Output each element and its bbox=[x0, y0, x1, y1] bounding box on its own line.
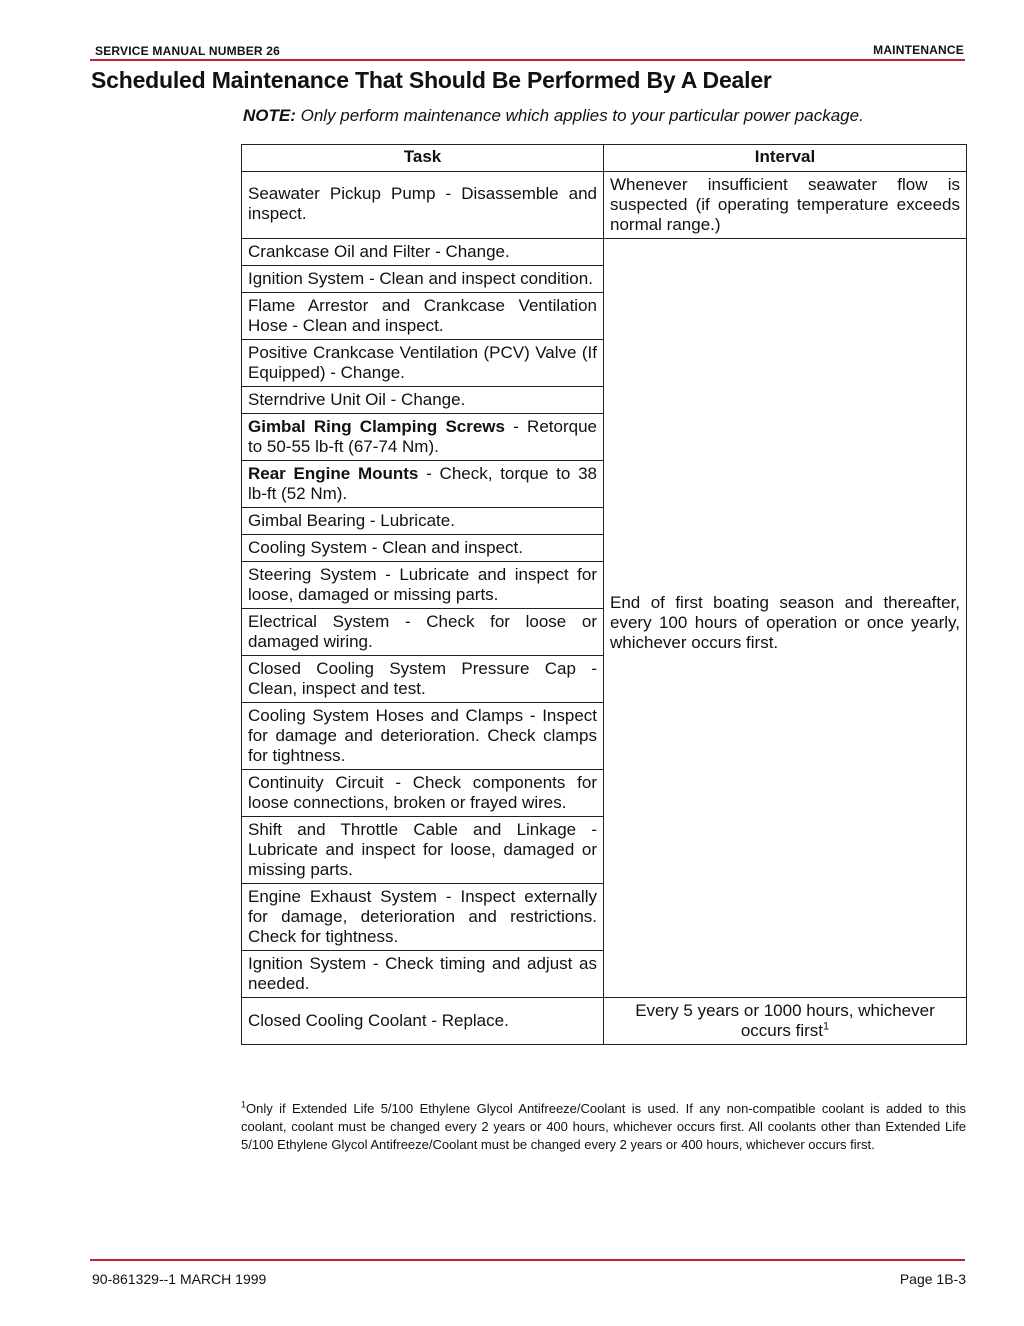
note-label: NOTE: bbox=[243, 106, 296, 125]
footer-doc-number: 90-861329--1 MARCH 1999 bbox=[92, 1271, 267, 1287]
footer-page-number: Page 1B-3 bbox=[899, 1271, 966, 1287]
task-cell: Crankcase Oil and Filter - Change. bbox=[242, 239, 604, 266]
task-cell: Cooling System Hoses and Clamps - Inspect for damage and deterioration. Check clamps for tightness. bbox=[242, 703, 604, 770]
task-cell: Cooling System - Clean and inspect. bbox=[242, 535, 604, 562]
task-cell: Ignition System - Check timing and adjust as needed. bbox=[242, 951, 604, 998]
page-title: Scheduled Maintenance That Should Be Performed By A Dealer bbox=[91, 67, 772, 93]
table-row bbox=[242, 172, 967, 239]
interval-cell-general: End of first boating season and thereafter, every 100 hours of operation or once yearly, whichever occurs first. bbox=[604, 239, 967, 998]
task-cell: Ignition System - Clean and inspect condition. bbox=[242, 266, 604, 293]
footer-rule bbox=[90, 1259, 965, 1261]
header-rule bbox=[90, 59, 965, 61]
footnote-ref: 1 bbox=[823, 1020, 830, 1033]
table-header-row bbox=[242, 145, 967, 172]
task-cell: Steering System - Lubricate and inspect for loose, damaged or missing parts. bbox=[242, 562, 604, 609]
task-cell: Shift and Throttle Cable and Linkage - Lubricate and inspect for loose, damaged or missing parts. bbox=[242, 817, 604, 884]
maintenance-table bbox=[241, 144, 967, 1045]
task-cell: Rear Engine Mounts - Check, torque to 38 lb-ft (52 Nm). bbox=[242, 461, 604, 508]
table-row bbox=[242, 239, 967, 266]
note-text: Only perform maintenance which applies to your particular power package. bbox=[295, 106, 864, 125]
task-cell: Flame Arrestor and Crankcase Ventilation Hose - Clean and inspect. bbox=[242, 293, 604, 340]
interval-cell-seawater: Whenever insufficient seawater flow is suspected (if operating temperature exceeds normal range.) bbox=[604, 172, 967, 239]
task-cell: Closed Cooling Coolant - Replace. bbox=[242, 998, 604, 1045]
column-header-task: Task bbox=[242, 145, 604, 172]
footnote-marker: 1 bbox=[241, 1099, 247, 1110]
note bbox=[243, 106, 864, 126]
header-manual-number: SERVICE MANUAL NUMBER 26 bbox=[95, 44, 281, 58]
task-cell: Seawater Pickup Pump - Disassemble and inspect. bbox=[242, 172, 604, 239]
task-cell: Engine Exhaust System - Inspect externally for damage, deterioration and restrictions. Check for tightness. bbox=[242, 884, 604, 951]
column-header-interval: Interval bbox=[604, 145, 967, 172]
task-cell: Closed Cooling System Pressure Cap - Clean, inspect and test. bbox=[242, 656, 604, 703]
task-cell: Gimbal Bearing - Lubricate. bbox=[242, 508, 604, 535]
footnote-text: Only if Extended Life 5/100 Ethylene Glycol Antifreeze/Coolant is used. If any non-compatible coolant is added to this coolant, coolant must be changed every 2 years or 400 hours, whichever occurs first. All coolants other than Extended Life 5/100 Ethylene Glycol Antifreeze/Coolant must be changed every 2 years or 400 hours, whichever occurs first. bbox=[241, 1101, 966, 1152]
header-section: MAINTENANCE bbox=[873, 43, 964, 57]
interval-cell-coolant: Every 5 years or 1000 hours, whichever occurs first$^1$ bbox=[604, 998, 967, 1045]
task-cell: Gimbal Ring Clamping Screws - Retorque to 50-55 lb-ft (67-74 Nm). bbox=[242, 414, 604, 461]
task-cell: Continuity Circuit - Check components for loose connections, broken or frayed wires. bbox=[242, 770, 604, 817]
footnote bbox=[241, 1100, 966, 1154]
task-cell: Electrical System - Check for loose or damaged wiring. bbox=[242, 609, 604, 656]
table-row bbox=[242, 998, 967, 1045]
task-cell: Positive Crankcase Ventilation (PCV) Valve (If Equipped) - Change. bbox=[242, 340, 604, 387]
task-cell: Sterndrive Unit Oil - Change. bbox=[242, 387, 604, 414]
